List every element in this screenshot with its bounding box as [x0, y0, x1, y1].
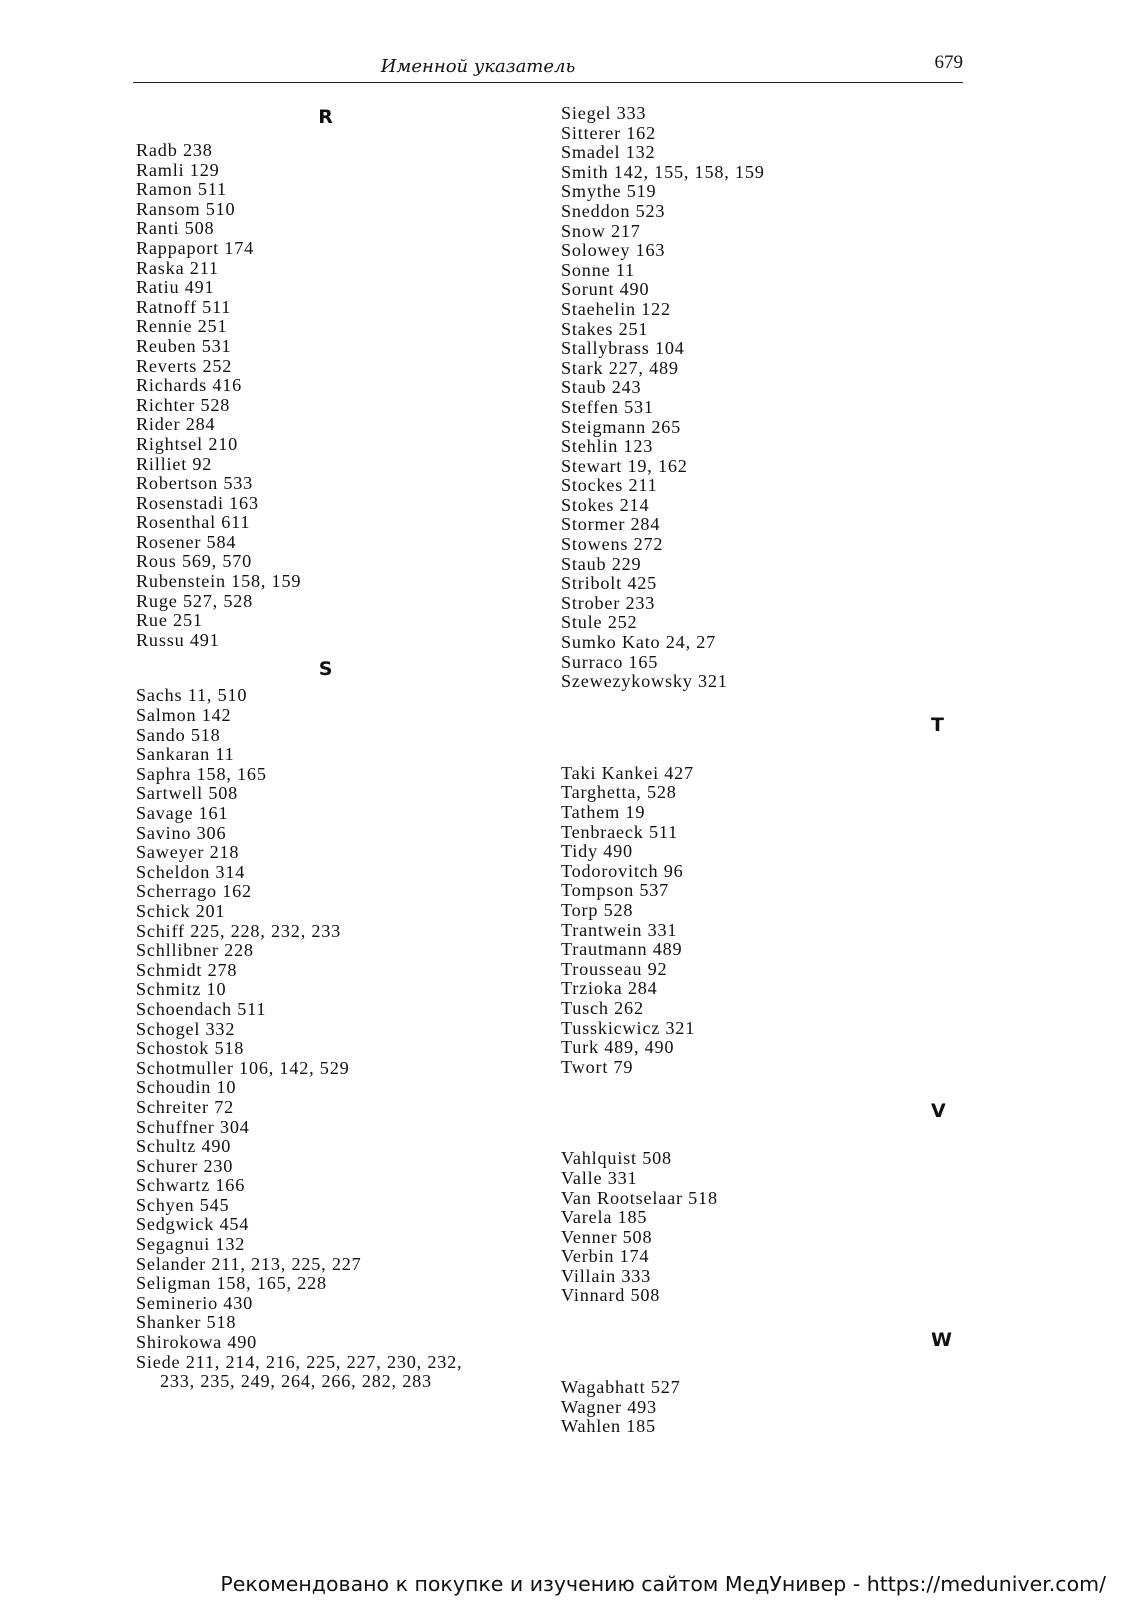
index-entry: Tompson 537 [561, 880, 670, 901]
section-w-list [561, 1378, 981, 1437]
index-entry: Selander 211, 213, 225, 227 [136, 1253, 362, 1274]
index-entry: Smadel 132 [561, 142, 656, 163]
index-entry: Trzioka 284 [561, 978, 658, 999]
index-entry: Schiff 225, 228, 232, 233 [136, 920, 342, 941]
index-entry: Ratiu 491 [136, 277, 215, 298]
index-entry: Schreiter 72 [136, 1096, 234, 1117]
index-entry: Rennie 251 [136, 316, 228, 337]
index-entry: Stallybrass 104 [561, 338, 685, 359]
section-letter-w: W [931, 1329, 953, 1352]
index-entry: Valle 331 [561, 1167, 638, 1188]
index-entry: Sorunt 490 [561, 279, 650, 300]
index-entry: Schmitz 10 [136, 979, 227, 1000]
index-entry: Schostok 518 [136, 1038, 245, 1059]
index-entry: Sonne 11 [561, 259, 635, 280]
index-entry: Schultz 490 [136, 1136, 232, 1157]
index-entry: Richter 528 [136, 394, 231, 415]
index-entry: Tusskicwicz 321 [561, 1017, 696, 1038]
index-entry: Rilliet 92 [136, 453, 213, 474]
index-entry: Saweyer 218 [136, 842, 240, 863]
index-entry: Wahlen 185 [561, 1416, 656, 1437]
index-entry: Rous 569, 570 [136, 551, 252, 572]
index-entry: Taki Kankei 427 [561, 762, 694, 783]
section-letter-t: T [931, 713, 945, 736]
index-entry: Snow 217 [561, 220, 641, 241]
index-entry: Schllibner 228 [136, 940, 254, 961]
section-s-continued-list [561, 104, 981, 692]
index-entry: Trautmann 489 [561, 939, 683, 960]
index-entry: Sumko Kato 24, 27 [561, 632, 717, 653]
index-entry: Tathem 19 [561, 802, 646, 822]
index-entry: Rider 284 [136, 414, 216, 435]
index-entry: Sneddon 523 [561, 200, 666, 221]
index-entry: Schoudin 10 [136, 1077, 237, 1098]
index-entry: Turk 489, 490 [561, 1037, 675, 1058]
index-entry: Stewart 19, 162 [561, 455, 688, 476]
index-entry: Shanker 518 [136, 1312, 237, 1333]
index-entry: Seligman 158, 165, 228 [136, 1273, 327, 1294]
index-entry: Smith 142, 155, 158, 159 [561, 161, 765, 182]
index-entry-continuation: 233, 235, 249, 264, 266, 282, 283 [160, 1371, 432, 1392]
index-entry: Radb 238 [136, 140, 213, 160]
index-entry: Rosenstadi 163 [136, 492, 259, 513]
section-letter-r: R [318, 106, 334, 128]
index-entry: Stehlin 123 [561, 436, 654, 457]
index-entry: Siede 211, 214, 216, 225, 227, 230, 232, [136, 1351, 463, 1372]
index-entry: Russu 491 [136, 629, 220, 650]
index-entry: Wagabhatt 527 [561, 1377, 681, 1398]
index-entry: Vinnard 508 [561, 1285, 661, 1306]
section-v-list [561, 1149, 981, 1306]
section-s-list [136, 686, 536, 1372]
index-entry: Schick 201 [136, 900, 226, 921]
index-entry: Rightsel 210 [136, 433, 239, 454]
index-entry: Villain 333 [561, 1265, 652, 1286]
index-entry: Schurer 230 [136, 1155, 234, 1176]
index-entry: Verbin 174 [561, 1246, 650, 1267]
index-entry: Trousseau 92 [561, 958, 668, 979]
index-entry: Ratnoff 511 [136, 296, 232, 317]
index-entry: Trantwein 331 [561, 919, 678, 940]
index-entry: Venner 508 [561, 1226, 653, 1247]
index-entry: Torp 528 [561, 899, 634, 920]
index-entry: Schmidt 278 [136, 959, 238, 980]
index-entry: Scheldon 314 [136, 861, 246, 882]
index-entry: Stule 252 [561, 612, 638, 633]
index-entry: Ranti 508 [136, 218, 215, 239]
index-entry: Varela 185 [561, 1207, 648, 1228]
index-entry: Schogel 332 [136, 1018, 236, 1039]
index-entry: Tidy 490 [561, 841, 633, 862]
running-title: Именной указатель [380, 56, 576, 77]
index-entry: Rappaport 174 [136, 237, 254, 258]
index-entry: Strober 233 [561, 592, 656, 613]
index-entry: Scherrago 162 [136, 881, 252, 902]
index-entry: Ransom 510 [136, 198, 236, 219]
index-entry: Saphra 158, 165 [136, 763, 267, 784]
index-entry: Stribolt 425 [561, 573, 657, 594]
index-entry: Rubenstein 158, 159 [136, 571, 302, 592]
page-number: 679 [934, 52, 963, 73]
index-entry: Tusch 262 [561, 997, 644, 1018]
index-entry: Stokes 214 [561, 494, 650, 515]
index-entry: Stockes 211 [561, 475, 658, 496]
index-entry: Stormer 284 [561, 514, 661, 535]
index-entry: Sedgwick 454 [136, 1214, 250, 1235]
left-column [136, 107, 536, 1392]
index-entry: Szewezykowsky 321 [561, 671, 728, 692]
index-entry: Stakes 251 [561, 318, 649, 339]
index-entry: Savage 161 [136, 803, 229, 823]
section-letter-v: V [931, 1100, 947, 1123]
section-t-list [561, 764, 981, 1078]
index-entry: Siegel 333 [561, 103, 647, 123]
index-entry: Stowens 272 [561, 534, 664, 555]
index-entry: Rue 251 [136, 610, 203, 631]
index-entry: Richards 416 [136, 375, 243, 396]
index-entry: Wagner 493 [561, 1396, 657, 1417]
index-entry: Todorovitch 96 [561, 860, 684, 881]
index-entry: Schuffner 304 [136, 1116, 250, 1137]
index-entry: Schyen 545 [136, 1194, 230, 1215]
index-entry: Raska 211 [136, 257, 219, 278]
index-entry: Stark 227, 489 [561, 357, 679, 378]
section-r-list [136, 141, 536, 650]
index-entry: Tenbraeck 511 [561, 821, 679, 842]
index-entry: Steffen 531 [561, 396, 654, 417]
index-entry: Sitterer 162 [561, 122, 656, 143]
index-entry: Reverts 252 [136, 355, 233, 376]
index-entry: Savino 306 [136, 822, 227, 843]
index-entry: Sartwell 508 [136, 783, 239, 804]
index-entry: Targhetta, 528 [561, 782, 677, 803]
index-entry: Reuben 531 [136, 335, 232, 356]
index-entry: Ramli 129 [136, 159, 220, 180]
index-entry: Segagnui 132 [136, 1234, 246, 1255]
index-entry: Rosener 584 [136, 531, 237, 552]
index-entry: Shirokowa 490 [136, 1332, 258, 1353]
index-entry: Sankaran 11 [136, 744, 235, 765]
running-header [133, 52, 963, 83]
index-entry: Staehelin 122 [561, 298, 671, 319]
index-entry: Schoendach 511 [136, 998, 267, 1019]
index-entry: Robertson 533 [136, 473, 253, 494]
footer-recommendation: Рекомендовано к покупке и изучению сайтом МедУнивер - https://meduniver.com/ [220, 1572, 1106, 1596]
index-entry: Van Rootselaar 518 [561, 1187, 718, 1208]
section-letter-s: S [318, 658, 334, 681]
index-entry: Twort 79 [561, 1056, 634, 1077]
index-entry: Schwartz 166 [136, 1175, 246, 1196]
index-entry: Salmon 142 [136, 705, 232, 726]
index-entry: Ramon 511 [136, 179, 227, 200]
index-entry: Staub 229 [561, 553, 642, 574]
index-entry: Vahlquist 508 [561, 1148, 672, 1169]
index-entry: Staub 243 [561, 377, 642, 398]
index-entry: Rosenthal 611 [136, 512, 251, 533]
right-column [561, 104, 981, 1437]
index-entry: Schotmuller 106, 142, 529 [136, 1057, 350, 1078]
index-entry: Seminerio 430 [136, 1292, 253, 1313]
index-entry: Surraco 165 [561, 651, 659, 672]
index-entry: Smythe 519 [561, 181, 657, 202]
index-entry: Sando 518 [136, 724, 221, 745]
index-entry: Solowey 163 [561, 240, 666, 261]
index-entry: Sachs 11, 510 [136, 685, 248, 706]
index-entry: Ruge 527, 528 [136, 590, 253, 611]
index-entry: Steigmann 265 [561, 416, 682, 437]
